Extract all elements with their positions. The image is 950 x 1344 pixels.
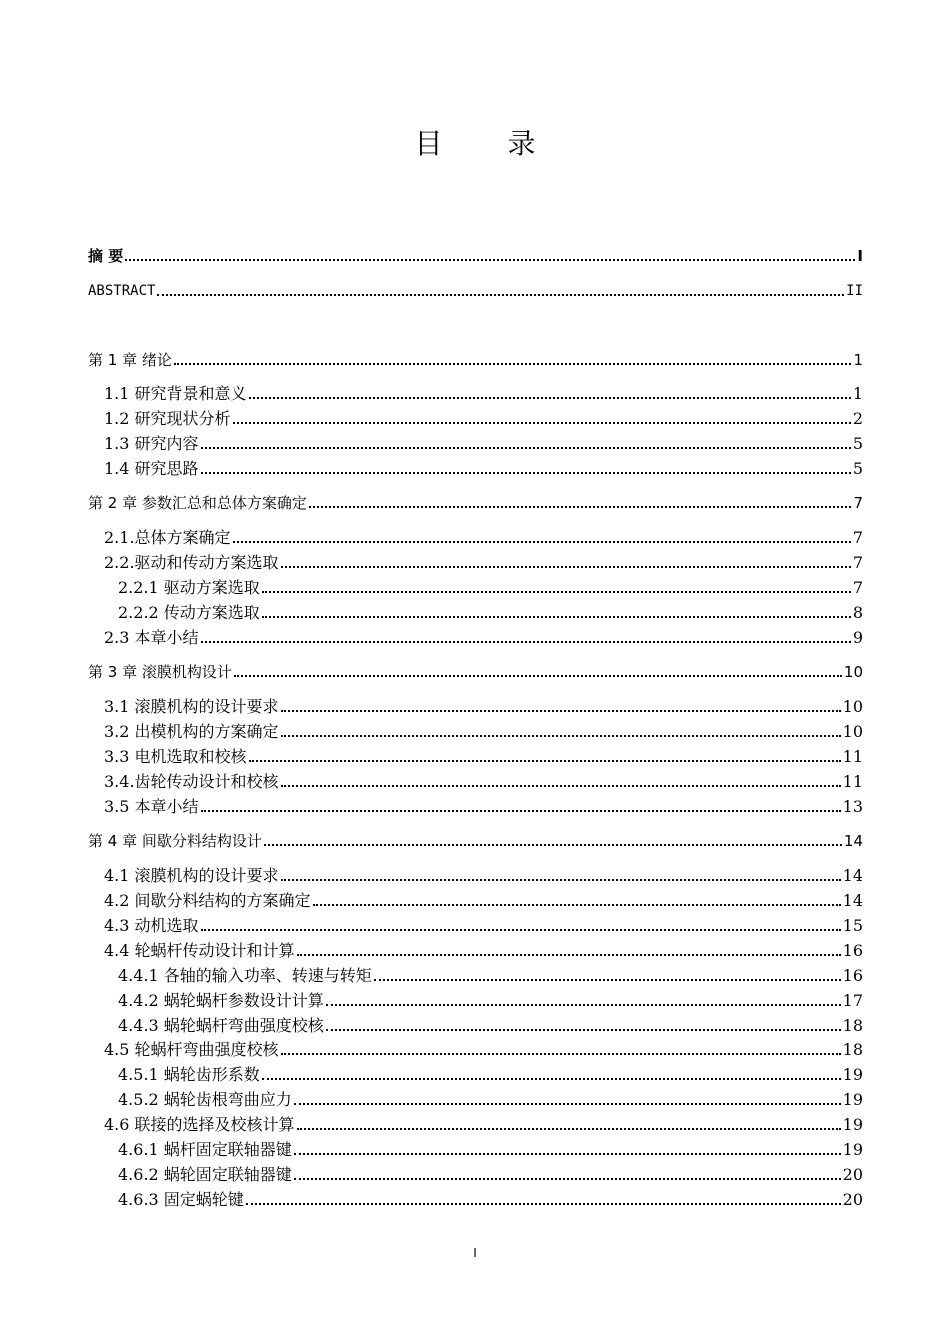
toc-entry-page: 19 <box>842 1090 863 1109</box>
toc-entry-page: 16 <box>842 941 863 960</box>
toc-entry-section[interactable] <box>88 1036 863 1060</box>
toc-entry-page: 7 <box>853 494 863 512</box>
toc-entry-page: 14 <box>843 832 863 850</box>
toc-entry-page: II <box>846 283 863 299</box>
toc-entry-subsection[interactable] <box>88 1086 863 1110</box>
toc-entry-subsection[interactable] <box>88 574 863 598</box>
toc-entry-text: 4.5.2 蜗轮齿根弯曲应力 <box>118 1090 292 1109</box>
toc-entry-page: 11 <box>842 747 863 766</box>
toc-entry-section[interactable] <box>88 862 863 886</box>
toc-entry-text: 3.1 滚膜机构的设计要求 <box>104 697 279 716</box>
page-title: 目 录 <box>414 127 564 160</box>
toc-entry-text: 4.6 联接的选择及校核计算 <box>104 1115 295 1134</box>
toc-entry-subsection[interactable] <box>88 1012 863 1036</box>
toc-entry-page: I <box>857 247 863 265</box>
toc-entry-page: 2 <box>852 409 863 428</box>
toc-entry-section[interactable] <box>88 793 863 817</box>
toc-entry-page: 20 <box>842 1165 863 1184</box>
toc-entry-subsection[interactable] <box>88 962 863 986</box>
toc-entry-section[interactable] <box>88 1111 863 1135</box>
leader-dots <box>201 458 851 474</box>
leader-dots <box>281 696 841 712</box>
leader-dots <box>201 796 841 812</box>
toc-entry-text: 2.1.总体方案确定 <box>104 528 231 547</box>
leader-dots <box>125 245 855 261</box>
leader-dots <box>262 602 851 618</box>
toc-entry-section[interactable] <box>88 743 863 767</box>
leader-dots <box>294 1139 841 1155</box>
leader-dots <box>281 771 841 787</box>
leader-dots <box>264 830 842 846</box>
leader-dots <box>281 721 841 737</box>
toc-entry-subsection[interactable] <box>88 599 863 623</box>
toc-entry-text: 4.4 轮蜗杆传动设计和计算 <box>104 941 295 960</box>
leader-dots <box>281 552 851 568</box>
toc-entry-subsection[interactable] <box>88 1061 863 1085</box>
toc-entry-page: 19 <box>842 1115 863 1134</box>
toc-entry-text: 第 2 章 参数汇总和总体方案确定 <box>88 494 307 512</box>
toc-entry-text: 4.4.1 各轴的输入功率、转速与转矩 <box>118 966 372 985</box>
toc-entry-text: 4.4.2 蜗轮蜗杆参数设计计算 <box>118 991 324 1010</box>
toc-entry-text: 2.3 本章小结 <box>104 628 199 647</box>
toc-entry-section[interactable] <box>88 624 863 648</box>
toc-entry-page: 13 <box>842 797 863 816</box>
toc-entry-text: 1.2 研究现状分析 <box>104 409 231 428</box>
toc-entry-page: 15 <box>842 916 863 935</box>
leader-dots <box>174 349 852 365</box>
toc-entry-text: ABSTRACT <box>88 283 156 299</box>
leader-dots <box>201 433 851 449</box>
toc-entry-subsection[interactable] <box>88 1161 863 1185</box>
leader-dots <box>262 577 851 593</box>
toc-entry-text: 2.2.驱动和传动方案选取 <box>104 553 279 572</box>
toc-entry-text: 第 4 章 间歇分料结构设计 <box>88 832 262 850</box>
toc-entry-section[interactable] <box>88 718 863 742</box>
toc-entry-section[interactable] <box>88 693 863 717</box>
toc-entry-page: 19 <box>842 1065 863 1084</box>
leader-dots <box>262 1064 841 1080</box>
toc-entry-text: 4.5.1 蜗轮齿形系数 <box>118 1065 260 1084</box>
toc-entry-page: 7 <box>852 578 863 597</box>
toc-entry-subsection[interactable] <box>88 1136 863 1160</box>
toc-entry-chapter-1[interactable] <box>88 346 863 370</box>
leader-dots <box>294 1164 841 1180</box>
leader-dots <box>297 940 841 956</box>
toc-entry-page: 20 <box>842 1190 863 1209</box>
toc-entry-section[interactable] <box>88 549 863 573</box>
toc-entry-abstract-cn[interactable] <box>88 242 863 266</box>
toc-entry-section[interactable] <box>88 455 863 479</box>
leader-dots <box>249 746 841 762</box>
toc-entry-text: 4.2 间歇分料结构的方案确定 <box>104 891 311 910</box>
toc-entry-subsection[interactable] <box>88 1186 863 1210</box>
page-number: I <box>473 1246 477 1260</box>
toc-entry-section[interactable] <box>88 380 863 404</box>
toc-entry-page: 1 <box>852 384 863 403</box>
toc-entry-section[interactable] <box>88 430 863 454</box>
toc-entry-page: 7 <box>852 528 863 547</box>
toc-entry-page: 18 <box>842 1040 863 1059</box>
toc-entry-chapter-2[interactable] <box>88 489 863 513</box>
toc-entry-section[interactable] <box>88 524 863 548</box>
toc-entry-text: 4.5 轮蜗杆弯曲强度校核 <box>104 1040 279 1059</box>
leader-dots <box>234 661 842 677</box>
toc-entry-page: 11 <box>842 772 863 791</box>
toc-entry-text: 4.3 动机选取 <box>104 916 199 935</box>
toc-entry-page: 14 <box>842 891 863 910</box>
leader-dots <box>233 408 851 424</box>
toc-entry-abstract-en[interactable] <box>88 277 863 301</box>
leader-dots <box>309 492 852 508</box>
toc-entry-text: 3.5 本章小结 <box>104 797 199 816</box>
leader-dots <box>201 627 851 643</box>
toc-entry-text: 1.1 研究背景和意义 <box>104 384 247 403</box>
toc-entry-text: 4.6.3 固定蜗轮键 <box>118 1190 244 1209</box>
toc-entry-chapter-3[interactable] <box>88 658 863 682</box>
toc-entry-section[interactable] <box>88 887 863 911</box>
toc-entry-page: 19 <box>842 1140 863 1159</box>
toc-entry-page: 7 <box>852 553 863 572</box>
leader-dots <box>233 527 851 543</box>
toc-entry-text: 4.6.2 蜗轮固定联轴器键 <box>118 1165 292 1184</box>
toc-entry-page: 14 <box>842 866 863 885</box>
leader-dots <box>249 383 851 399</box>
leader-dots <box>246 1189 841 1205</box>
toc-entry-subsection[interactable] <box>88 987 863 1011</box>
toc-entry-text: 2.2.2 传动方案选取 <box>118 603 260 622</box>
toc-entry-text: 摘 要 <box>88 247 124 265</box>
toc-entry-text: 1.3 研究内容 <box>104 434 199 453</box>
toc-entry-section[interactable] <box>88 405 863 429</box>
toc-entry-page: 16 <box>842 966 863 985</box>
toc-entry-chapter-4[interactable] <box>88 827 863 851</box>
leader-dots <box>281 865 841 881</box>
leader-dots <box>297 1114 841 1130</box>
toc-entry-section[interactable] <box>88 768 863 792</box>
toc-entry-page: 9 <box>852 628 863 647</box>
toc-entry-text: 4.6.1 蜗杆固定联轴器键 <box>118 1140 292 1159</box>
toc-entry-text: 3.4.齿轮传动设计和校核 <box>104 772 279 791</box>
leader-dots <box>374 965 841 981</box>
toc-entry-page: 10 <box>842 697 863 716</box>
leader-dots <box>281 1039 841 1055</box>
toc-entry-page: 17 <box>842 991 863 1010</box>
toc-entry-text: 4.1 滚膜机构的设计要求 <box>104 866 279 885</box>
toc-entry-page: 10 <box>842 722 863 741</box>
toc-entry-text: 第 1 章 绪论 <box>88 351 172 369</box>
toc-entry-text: 3.3 电机选取和校核 <box>104 747 247 766</box>
toc-entry-page: 1 <box>853 351 863 369</box>
leader-dots <box>294 1089 841 1105</box>
toc-entry-page: 10 <box>843 663 863 681</box>
toc-entry-page: 18 <box>842 1016 863 1035</box>
toc-entry-page: 5 <box>852 434 863 453</box>
leader-dots <box>326 1015 841 1031</box>
toc-entry-text: 3.2 出模机构的方案确定 <box>104 722 279 741</box>
toc-entry-text: 1.4 研究思路 <box>104 459 199 478</box>
leader-dots <box>326 990 841 1006</box>
toc-entry-section[interactable] <box>88 912 863 936</box>
toc-entry-text: 第 3 章 滚膜机构设计 <box>88 663 232 681</box>
leader-dots <box>313 890 841 906</box>
toc-entry-page: 5 <box>852 459 863 478</box>
toc-entry-text: 2.2.1 驱动方案选取 <box>118 578 260 597</box>
leader-dots <box>157 280 844 296</box>
toc-entry-text: 4.4.3 蜗轮蜗杆弯曲强度校核 <box>118 1016 324 1035</box>
toc-entry-section[interactable] <box>88 937 863 961</box>
leader-dots <box>201 915 841 931</box>
toc-entry-page: 8 <box>852 603 863 622</box>
